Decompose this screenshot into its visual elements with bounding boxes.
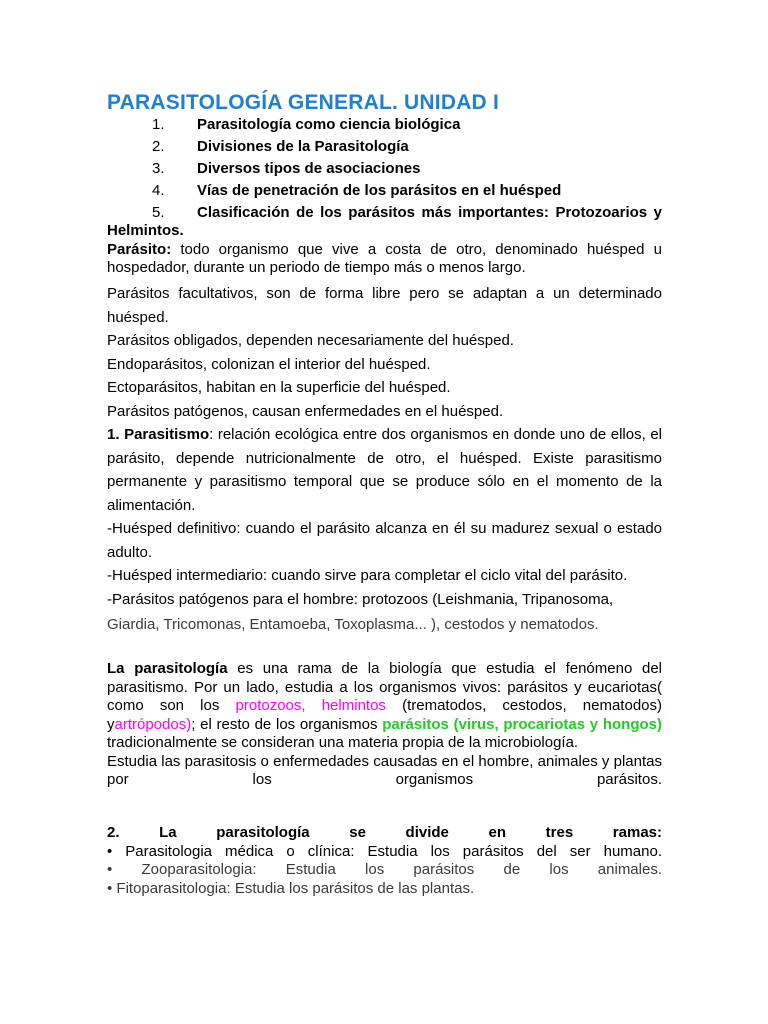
- parasitismo-paragraph: [107, 423, 662, 517]
- toc-item: [107, 182, 662, 200]
- toc-label: Diversos tipos de asociaciones: [197, 160, 421, 177]
- ectoparasitos-text: Ectoparásitos, habitan en la superficie del huésped.: [107, 379, 451, 396]
- parasitologia-text-3: ; el resto de los organismos: [191, 715, 383, 733]
- parasitosis-text: Estudia las parasitosis o enfermedades causadas en el hombre, animales y plantas por los organismos parásitos.: [107, 752, 662, 788]
- toc-number: 2.: [152, 138, 165, 155]
- patogenos-hombre-text: -Parásitos patógenos para el hombre: protozoos (Leishmania, Tripanosoma,: [107, 590, 614, 608]
- huesped-definitivo-text: -Huésped definitivo: cuando el parásito alcanza en él su madurez sexual o estado adulto.: [107, 520, 662, 561]
- parasitismo-term: 1. Parasitismo: [107, 426, 210, 443]
- parasitologia-text-1: es una rama de la biología que estudia el fenómeno del parasitismo. Por un lado, estudia a los organismos vivos: parásitos y eucariotas( como son los: [107, 660, 662, 714]
- huesped-intermediario-text: -Huésped intermediario: cuando sirve para completar el ciclo vital del parásito.: [107, 567, 628, 584]
- parasitologia-text-2: (trematodos, cestodos, nematodos) y: [107, 697, 662, 733]
- page-title: PARASITOLOGÍA GENERAL. UNIDAD I: [107, 91, 499, 114]
- toc-number: 1.: [152, 116, 165, 133]
- parasito-definition: [107, 241, 662, 277]
- highlight-separator: ,: [301, 697, 322, 714]
- toc-number: 4.: [152, 182, 165, 199]
- obligados-text: Parásitos obligados, dependen necesariamente del huésped.: [107, 332, 514, 349]
- parasito-term: Parásito:: [107, 241, 172, 258]
- definitions-section: [107, 241, 662, 277]
- rama-item-fito: • Fitoparasitologia: Estudia los parásitos de las plantas.: [107, 879, 475, 897]
- parasito-text: todo organismo que vive a costa de otro, denominado huésped u hospedador, durante un periodo de tiempo más o menos largo.: [107, 241, 662, 276]
- parasitologia-paragraph: [107, 660, 662, 753]
- rama-item-zoo: • Zooparasitologia: Estudia los parásitos de los animales.: [107, 861, 662, 878]
- toc-item: [107, 116, 662, 134]
- parasitismo-text: : relación ecológica entre dos organismos en donde uno de ellos, el parásito, depende nutricionalmente de otro, el huésped. Existe parasitismo permanente y parasitismo temporal que se produce sólo en el momento de la alimentación.: [107, 426, 663, 514]
- table-of-contents: [107, 116, 662, 244]
- protozoos-highlight: protozoos: [235, 697, 302, 714]
- parasitologia-section: [107, 660, 662, 790]
- endoparasitos-text: Endoparásitos, colonizan el interior del huésped.: [107, 355, 431, 373]
- green-highlight: parásitos (virus, procariotas y hongos): [382, 715, 662, 733]
- artropodos-highlight: artrópodos): [114, 715, 192, 733]
- facultativos-text: Parásitos facultativos, son de forma libre pero se adaptan a un determinado huésped.: [107, 285, 662, 326]
- ramas-heading: 2. La parasitología se divide en tres ramas:: [107, 824, 662, 841]
- toc-item: [107, 138, 662, 156]
- toc-label: Divisiones de la Parasitología: [197, 138, 409, 155]
- parasitologia-term: La parasitología: [107, 660, 228, 677]
- helmintos-highlight: helmintos: [321, 697, 386, 714]
- patogenos-ejemplos-text: Giardia, Tricomonas, Entamoeba, Toxoplasma... ), cestodos y nematodos.: [107, 616, 599, 633]
- toc-label: Clasificación de los parásitos más importantes: Protozoarios y Helmintos.: [107, 204, 662, 239]
- toc-item: [107, 160, 662, 178]
- parasite-types-section: [107, 282, 662, 637]
- rama-item-medica: • Parasitologia médica o clínica: Estudia los parásitos del ser humano.: [107, 842, 662, 860]
- toc-number: 3.: [152, 160, 165, 177]
- toc-label: Parasitología como ciencia biológica: [197, 116, 461, 133]
- patogenos-text: Parásitos patógenos, causan enfermedades en el huésped.: [107, 402, 504, 420]
- toc-number: 5.: [152, 204, 165, 221]
- toc-label: Vías de penetración de los parásitos en el huésped: [197, 182, 562, 199]
- parasitologia-text-4: tradicionalmente se consideran una materia propia de la microbiología.: [107, 734, 579, 751]
- toc-item: [107, 204, 662, 240]
- ramas-section: [107, 824, 662, 898]
